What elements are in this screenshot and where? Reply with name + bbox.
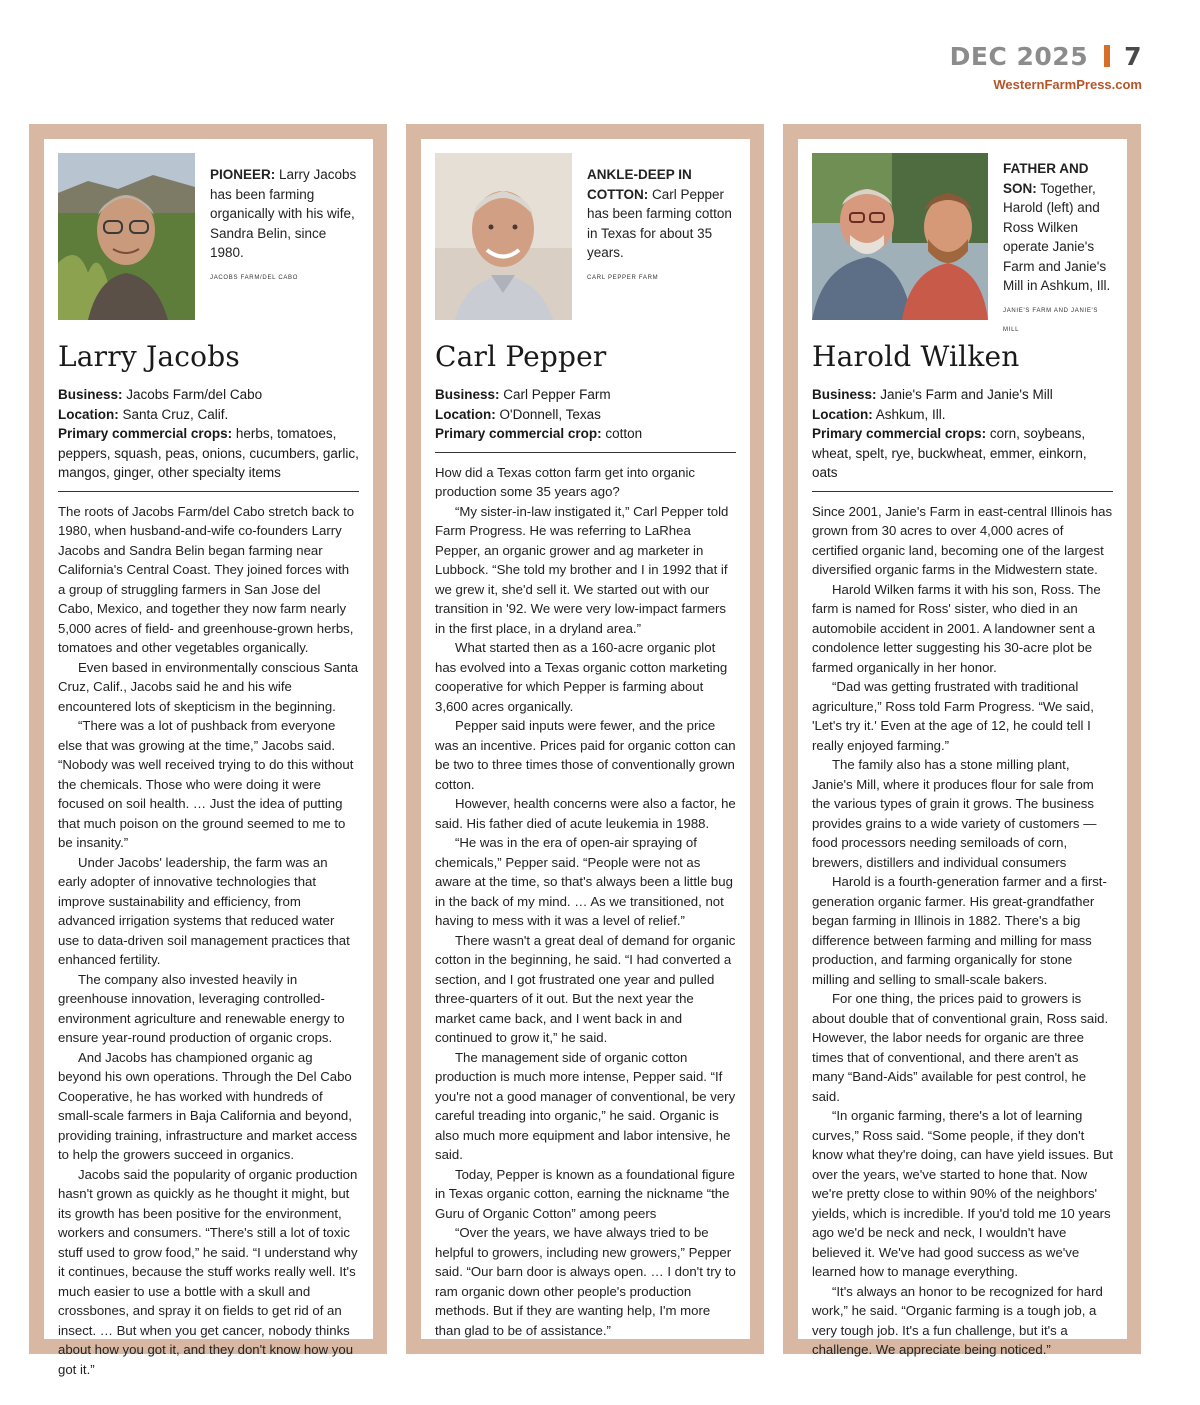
paragraph: “There was a lot of pushback from everyone else that was growing at the time,” Jacobs said. “Nobody was well received trying to do this without the chemicals. Those who were doing it were focused on soil health. … Just the idea of putting that much poison on the ground seemed to me to be insanity.” — [58, 718, 354, 850]
portrait-photo — [58, 153, 195, 320]
crops-line — [58, 424, 359, 483]
paragraph: The family also has a stone milling plant, Janie's Mill, where it produces flour for sale from the various types of grain it grows. The business provides grains to a wide variety of customers — food processors needing semiloads of corn, brewers, distillers and individual consumers — [812, 757, 1097, 870]
paragraph: “It's always an honor to be recognized for hard work,” he said. “Organic farming is a tough job, a very tough job. It's a fun challenge, but it's a challenge. We appreciate being noticed.” — [812, 1283, 1103, 1357]
paragraph: How did a Texas cotton farm get into organic production some 35 years ago? — [435, 464, 695, 499]
paragraph: “My sister-in-law instigated it,” Carl Pepper told Farm Progress. He was referring to LaRhea Pepper, an organic grower and ag marketer in Lubbock. “She told my brother and I in 1992 that if we grew it, she'd sell it. We started out with our transition in '92. We were very low-impact farmers in the first place, in a dryland area.” — [435, 503, 729, 636]
business-label: Business: — [812, 387, 877, 402]
business-label: Business: — [435, 387, 500, 402]
location-label: Location: — [58, 406, 119, 422]
crops-line — [435, 424, 736, 444]
caption-text: Larry Jacobs has been farming organically with his wife, Sandra Belin, since 1980. — [210, 167, 357, 260]
paragraph: There wasn't a great deal of demand for organic cotton in the beginning, he said. “I had converted a section, and I got frustrated one year and pulled three-quarters of it out. But the next year the market came back, and I went back in and continued to grow it,” he said. — [435, 932, 736, 1045]
article-body — [435, 463, 736, 1341]
paragraph: And Jacobs has championed organic ag beyond his own operations. Through the Del Cabo Cooperative, he has worked with hundreds of small-scale farmers in Baja California and beyond, providing training, infrastructure and market access to help the growers succeed in organics. — [58, 1049, 358, 1162]
business-value: Jacobs Farm/del Cabo — [122, 387, 263, 402]
paragraph: “He was in the era of open-air spraying of chemicals,” Pepper said. “People were not as aware at the time, so that's always been a little bug in the back of my mind. … As we transitioned, not having to mess with it was a level of relief.” — [435, 835, 733, 928]
photo-caption — [195, 153, 359, 320]
paragraph: “In organic farming, there's a lot of learning curves,” Ross said. “Some people, if they don't know what they're doing, can have yield issues. But over the years, we've started to hone that. Now we're pretty close to within 90% of the neighbors' yields, which is incredible. If you'd told me 10 years ago we'd be neck and neck, I wouldn't have believed it. We've had good success as we've learned how to manage everything. — [812, 1108, 1113, 1279]
paragraph: Even based in environmentally conscious Santa Cruz, Calif., Jacobs said he and his wife encountered lots of skepticism in the beginning. — [58, 659, 359, 714]
article-body — [58, 502, 359, 1380]
page-header — [950, 44, 1142, 92]
profile-facts — [58, 385, 359, 492]
profile-facts — [435, 385, 736, 453]
photo-row — [435, 153, 736, 320]
paragraph: “Dad was getting frustrated with traditional agriculture,” Ross told Farm Progress. “We said, 'Let's try it.' Even at the age of 12, he could tell I really enjoyed farming.” — [812, 679, 1094, 753]
profile-card-carl-pepper — [406, 124, 764, 1354]
paragraph: The roots of Jacobs Farm/del Cabo stretch back to 1980, when husband-and-wife co-founders Larry Jacobs and Sandra Belin began farming near California's Central Coast. They joined forces with a group of struggling farmers in San Jose del Cabo, Mexico, and together they now farm nearly 5,000 acres of field- and greenhouse-grown herbs, tomatoes and other vegetables organically. — [58, 503, 355, 655]
caption-lead: ANKLE-DEEP IN COTTON: — [587, 167, 692, 202]
paragraph: What started then as a 160-acre organic plot has evolved into a Texas organic cotton marketing cooperative for which Pepper is farming about 3,600 acres organically. — [435, 640, 728, 714]
profile-card-inner — [421, 139, 750, 1339]
paragraph: Pepper said inputs were fewer, and the price was an incentive. Prices paid for organic cotton can be two to three times those of conventionally grown cotton. — [435, 718, 736, 792]
business-value: Carl Pepper Farm — [499, 387, 611, 402]
photo-caption — [988, 153, 1113, 333]
caption-lead: FATHER AND SON: — [1003, 161, 1089, 196]
profile-card-inner — [798, 139, 1127, 1357]
photo-credit: JACOBS FARM/DEL CABO — [210, 274, 299, 281]
paragraph: The management side of organic cotton production is much more intense, Pepper said. “If you're not a good manager of conventional, be very careful treading into organic,” he said. Organic is also much more equipment and labor intensive, he said. — [435, 1049, 736, 1162]
crops-value: cotton — [601, 426, 643, 441]
caption-text: Together, Harold (left) and Ross Wilken operate Janie's Farm and Janie's Mill in Ashkum, Ill. — [1003, 180, 1111, 293]
crops-label: Primary commercial crops: — [58, 426, 233, 441]
paragraph: For one thing, the prices paid to growers is about double that of conventional grain, Ross said. However, the labor needs for organic are three times that of conventional, and there aren't as many “Band-Aids” available for pest control, he said. — [812, 991, 1109, 1104]
profile-name: Carl Pepper — [435, 340, 607, 373]
location-label: Location: — [812, 406, 873, 422]
profile-facts — [812, 385, 1113, 492]
business-label: Business: — [58, 387, 123, 402]
location-label: Location: — [435, 406, 496, 422]
paragraph: Since 2001, Janie's Farm in east-central Illinois has grown from 30 acres to over 4,000 acres of certified organic land, becoming one of the largest diversified organic farms in the Midwestern state. — [812, 503, 1113, 577]
profile-card-inner — [44, 139, 373, 1377]
business-value: Janie's Farm and Janie's Mill — [876, 387, 1053, 402]
paragraph: The company also invested heavily in greenhouse innovation, leveraging controlled-environment agriculture and renewable energy to ensure year-round production of organic crops. — [58, 971, 345, 1045]
crops-value: herbs, tomatoes, peppers, squash, peas, onions, cucumbers, garlic, mangos, ginger, other specialty items — [58, 426, 359, 480]
caption-lead: PIONEER: — [210, 167, 276, 182]
location-line — [435, 405, 736, 425]
location-line — [58, 405, 359, 425]
caption-text: Carl Pepper has been farming cotton in Texas for about 35 years. — [587, 186, 732, 260]
business-line — [812, 385, 1113, 405]
business-line — [58, 385, 359, 405]
location-line — [812, 405, 1113, 425]
photo-credit: JANIE'S FARM AND JANIE'S MILL — [1003, 307, 1099, 333]
crops-label: Primary commercial crop: — [435, 426, 602, 441]
photo-credit: CARL PEPPER FARM — [587, 274, 659, 281]
article-body — [812, 502, 1113, 1360]
crops-label: Primary commercial crops: — [812, 426, 987, 441]
paragraph: Harold Wilken farms it with his son, Ross. The farm is named for Ross' sister, who died in an automobile accident in 2001. A landowner sent a condolence letter suggesting his 30-acre plot be farmed organically in her honor. — [812, 581, 1101, 675]
profile-name: Larry Jacobs — [58, 340, 240, 373]
issue-line — [950, 44, 1142, 69]
page-number: 7 — [1124, 42, 1142, 71]
site-url[interactable]: WesternFarmPress.com — [993, 77, 1142, 92]
photo-row — [812, 153, 1113, 333]
divider-bar — [1104, 45, 1110, 67]
crops-value: corn, soybeans, wheat, spelt, rye, buckwheat, emmer, einkorn, oats — [812, 426, 1087, 480]
paragraph: Harold is a fourth-generation farmer and a first-generation organic farmer. His great-grandfather began farming in Illinois in 1882. There's a big difference between farming and milling for mass production, and farming organically for stone milling and selling to small-scale bakers. — [812, 874, 1107, 987]
issue-date: DEC 2025 — [949, 42, 1089, 71]
photo-row — [58, 153, 359, 320]
profile-card-harold-wilken — [783, 124, 1141, 1357]
photo-caption — [572, 153, 736, 320]
paragraph: Under Jacobs' leadership, the farm was an early adopter of innovative technologies that improve sustainability and efficiency, from advanced irrigation systems that reduced water use to data-driven soil management practices that enhanced fertility. — [58, 854, 350, 967]
location-value: O'Donnell, Texas — [495, 406, 601, 422]
paragraph: “Over the years, we have always tried to be helpful to growers, including new growers,” Pepper said. “Our barn door is always open. … I don't try to ram organic down other people's production methods. But if they are wanting help, I'm more than glad to be of assistance.” — [435, 1225, 736, 1338]
paragraph: Today, Pepper is known as a foundational figure in Texas organic cotton, earning the nickname “the Guru of Organic Cotton” among peers — [435, 1166, 735, 1221]
paragraph: Jacobs said the popularity of organic production hasn't grown as quickly as he thought it might, but its growth has been positive for the environment, workers and consumers. “There's still a lot of toxic stuff used to grow food,” he said. “I understand why it continues, because the stuff works really well. It's much easier to use a bottle with a skull and crossbones, and spray it on fields to get rid of an insect. … But when you get cancer, nobody thinks about how you got it, and they don't know how you got it.” — [58, 1166, 358, 1377]
location-value: Ashkum, Ill. — [872, 406, 946, 422]
portrait-photo — [812, 153, 988, 320]
profile-card-larry-jacobs — [29, 124, 387, 1377]
paragraph: However, health concerns were also a factor, he said. His father died of acute leukemia in 1988. — [435, 796, 736, 831]
profile-name: Harold Wilken — [812, 340, 1020, 373]
business-line — [435, 385, 736, 405]
crops-line — [812, 424, 1113, 483]
location-value: Santa Cruz, Calif. — [118, 406, 229, 422]
portrait-photo — [435, 153, 572, 320]
